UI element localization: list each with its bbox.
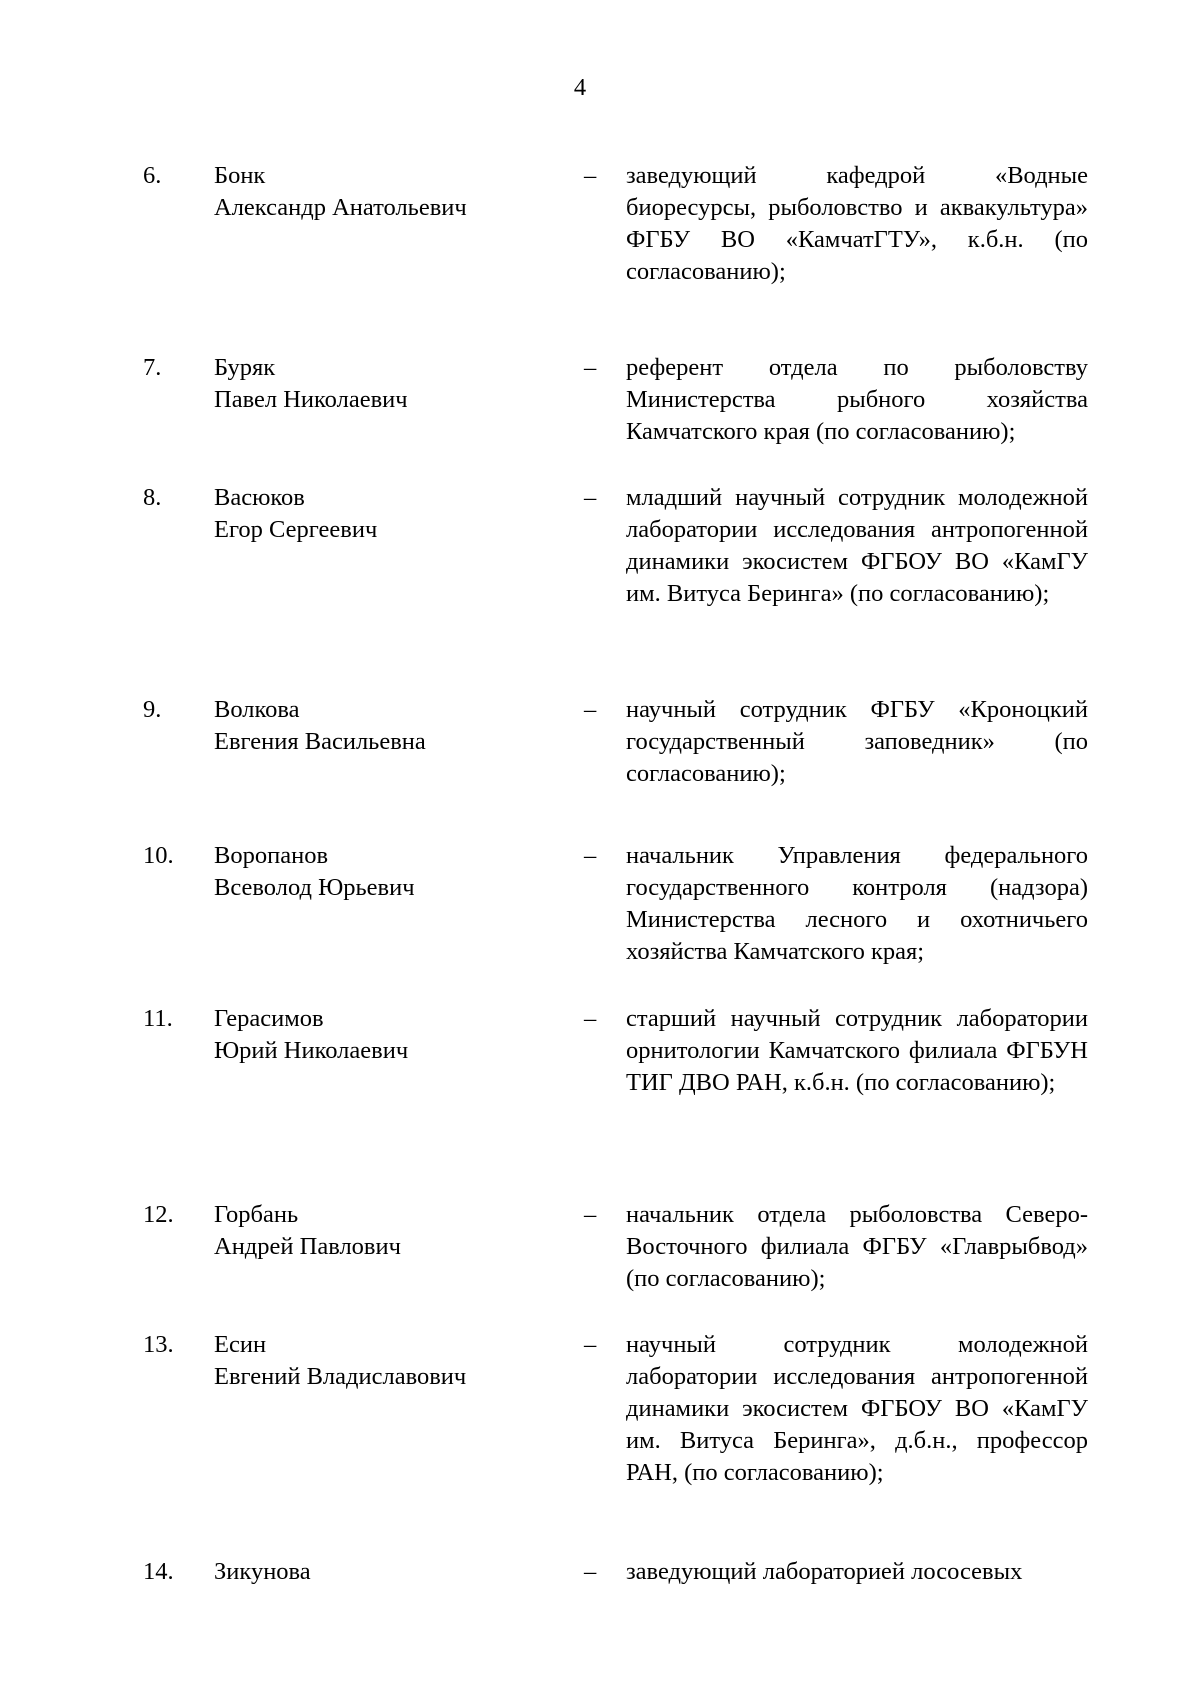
given-names: Павел Николаевич [214, 386, 408, 413]
given-names: Всеволод Юрьевич [214, 874, 415, 901]
dash-separator: – [584, 354, 597, 381]
position-description: научный сотрудник ФГБУ «Кроноцкий государственный заповедник» (по согласованию); [626, 696, 1088, 787]
dash-separator: – [584, 162, 597, 189]
entry-number: 10. [143, 842, 174, 869]
entry-number: 12. [143, 1201, 174, 1228]
position-description: научный сотрудник молодежной лаборатории исследования антропогенной динамики экосистем ФГБОУ ВО «КамГУ им. Витуса Беринга», д.б.н., профессор РАН, (по согласованию); [626, 1331, 1088, 1486]
surname: Бонк [214, 162, 266, 189]
surname: Буряк [214, 354, 276, 381]
position-description: младший научный сотрудник молодежной лаборатории исследования антропогенной динамики экосистем ФГБОУ ВО «КамГУ им. Витуса Беринга» (по согласованию); [626, 484, 1088, 607]
entry-number: 8. [143, 484, 162, 511]
surname: Есин [214, 1331, 267, 1358]
person-name [214, 160, 554, 224]
given-names: Егор Сергеевич [214, 516, 378, 543]
position-description: заведующий лабораторией лососевых [626, 1558, 1023, 1585]
surname: Зикунова [214, 1558, 311, 1585]
person-name [214, 1199, 554, 1263]
dash-separator: – [584, 696, 597, 723]
dash-separator: – [584, 1005, 597, 1032]
person-name [214, 1329, 554, 1393]
position-description: начальник Управления федерального государственного контроля (надзора) Министерства лесного и охотничьего хозяйства Камчатского края; [626, 842, 1088, 965]
position-description: заведующий кафедрой «Водные биоресурсы, рыболовство и аквакультура» ФГБУ ВО «КамчатГТУ», к.б.н. (по согласованию); [626, 162, 1088, 285]
entry-number: 7. [143, 354, 162, 381]
entry-number: 13. [143, 1331, 174, 1358]
dash-separator: – [584, 1331, 597, 1358]
position-description: старший научный сотрудник лаборатории орнитологии Камчатского филиала ФГБУН ТИГ ДВО РАН, к.б.н. (по согласованию); [626, 1005, 1088, 1096]
page-number: 4 [573, 74, 587, 101]
person-name [214, 694, 554, 758]
given-names: Евгения Васильевна [214, 728, 426, 755]
surname: Воропанов [214, 842, 329, 869]
surname: Васюков [214, 484, 305, 511]
surname: Герасимов [214, 1005, 324, 1032]
person-name [214, 840, 554, 904]
position-description: референт отдела по рыболовству Министерства рыбного хозяйства Камчатского края (по согласованию); [626, 354, 1088, 445]
entry-number: 11. [143, 1005, 173, 1032]
entry-number: 6. [143, 162, 162, 189]
person-name [214, 352, 554, 416]
person-name [214, 1003, 554, 1067]
dash-separator: – [584, 1201, 597, 1228]
person-name [214, 482, 554, 546]
given-names: Юрий Николаевич [214, 1037, 409, 1064]
given-names: Евгений Владиславович [214, 1363, 467, 1390]
position-description: начальник отдела рыболовства Северо- Восточного филиала ФГБУ «Главрыбвод» (по согласованию); [626, 1201, 1088, 1292]
entry-number: 14. [143, 1558, 174, 1585]
person-name [214, 1556, 554, 1588]
dash-separator: – [584, 484, 597, 511]
surname: Горбань [214, 1201, 299, 1228]
entry-number: 9. [143, 696, 162, 723]
dash-separator: – [584, 842, 597, 869]
surname: Волкова [214, 696, 300, 723]
given-names: Александр Анатольевич [214, 194, 467, 221]
dash-separator: – [584, 1558, 597, 1585]
given-names: Андрей Павлович [214, 1233, 401, 1260]
